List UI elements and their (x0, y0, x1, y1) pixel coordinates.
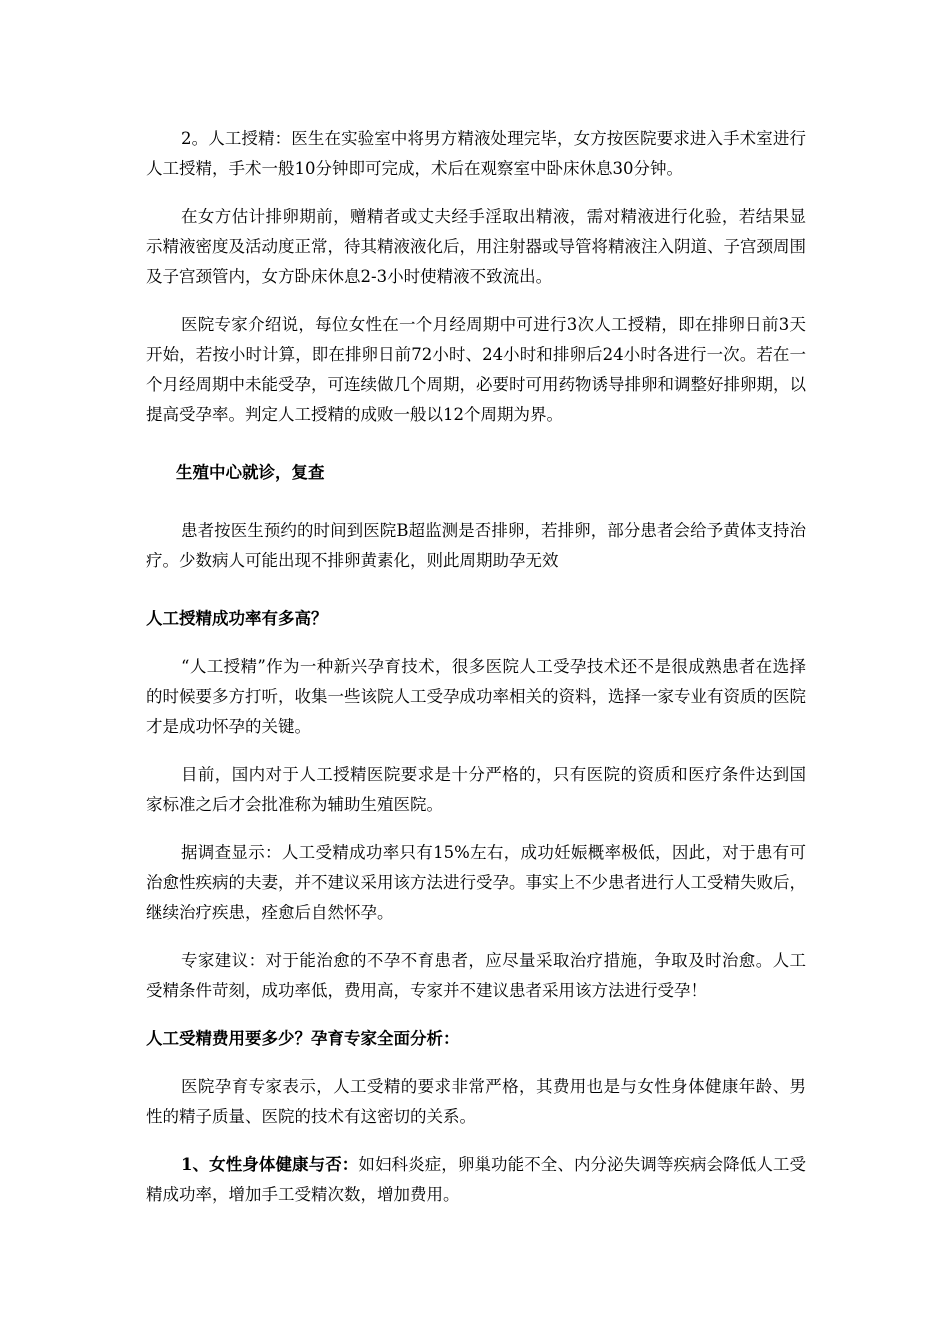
paragraph-semen-collection: 在女方估计排卵期前，赠精者或丈夫经手淫取出精液，需对精液进行化验，若结果显示精液密度及活动度正常，待其精液液化后，用注射器或导管将精液注入阴道、子宫颈周围及子宫颈管内，女方卧床休息2-3小时使精液不致流出。 (146, 207, 806, 286)
paragraph-regulation: 目前，国内对于人工授精医院要求是十分严格的，只有医院的资质和医疗条件达到国家标准之后才会批准称为辅助生殖医院。 (146, 765, 806, 814)
document-page (146, 124, 806, 1210)
paragraph-female-health (146, 1150, 806, 1210)
paragraph-procedure: 2。人工授精：医生在实验室中将男方精液处理完毕，女方按医院要求进入手术室进行人工授精，手术一般10分钟即可完成，术后在观察室中卧床休息30分钟。 (146, 129, 806, 178)
heading-cost: 人工受精费用要多少？孕育专家全面分析： (146, 1029, 460, 1048)
female-health-text: 如妇科炎症，卵巢功能不全、内分泌失调等疾病会降低人工受精成功率，增加手工受精次数，增加费用。 (146, 1155, 807, 1204)
paragraph-cost-factors: 医院孕育专家表示，人工受精的要求非常严格，其费用也是与女性身体健康年龄、男性的精子质量、医院的技术有这密切的关系。 (146, 1077, 806, 1126)
female-health-label: 1、女性身体健康与否： (181, 1155, 359, 1174)
heading-followup: 生殖中心就诊，复查 (176, 463, 325, 482)
paragraph-new-technology: “人工授精”作为一种新兴孕育技术，很多医院人工受孕技术还不是很成熟患者在选择的时候要多方打听，收集一些该院人工受孕成功率相关的资料，选择一家专业有资质的医院才是成功怀孕的关键。 (146, 657, 806, 736)
paragraph-expert-intro: 医院专家介绍说，每位女性在一个月经周期中可进行3次人工授精，即在排卵日前3天开始，若按小时计算，即在排卵日前72小时、24小时和排卵后24小时各进行一次。若在一个月经周期中未能受孕，可连续做几个周期，必要时可用药物诱导排卵和调整好排卵期，以提高受孕率。判定人工授精的成败一般以12个周期为界。 (146, 315, 806, 424)
paragraph-expert-advice: 专家建议：对于能治愈的不孕不育患者，应尽量采取治疗措施，争取及时治愈。人工受精条件苛刻，成功率低，费用高，专家并不建议患者采用该方法进行受孕！ (146, 951, 806, 1000)
heading-success-rate: 人工授精成功率有多高？ (146, 609, 328, 628)
paragraph-followup: 患者按医生预约的时间到医院B超监测是否排卵，若排卵，部分患者会给予黄体支持治疗。少数病人可能出现不排卵黄素化，则此周期助孕无效 (146, 521, 806, 570)
paragraph-survey: 据调查显示：人工受精成功率只有15%左右，成功妊娠概率极低，因此，对于患有可治愈性疾病的夫妻，并不建议采用该方法进行受孕。事实上不少患者进行人工受精失败后，继续治疗疾患，痊愈后自然怀孕。 (146, 843, 806, 922)
